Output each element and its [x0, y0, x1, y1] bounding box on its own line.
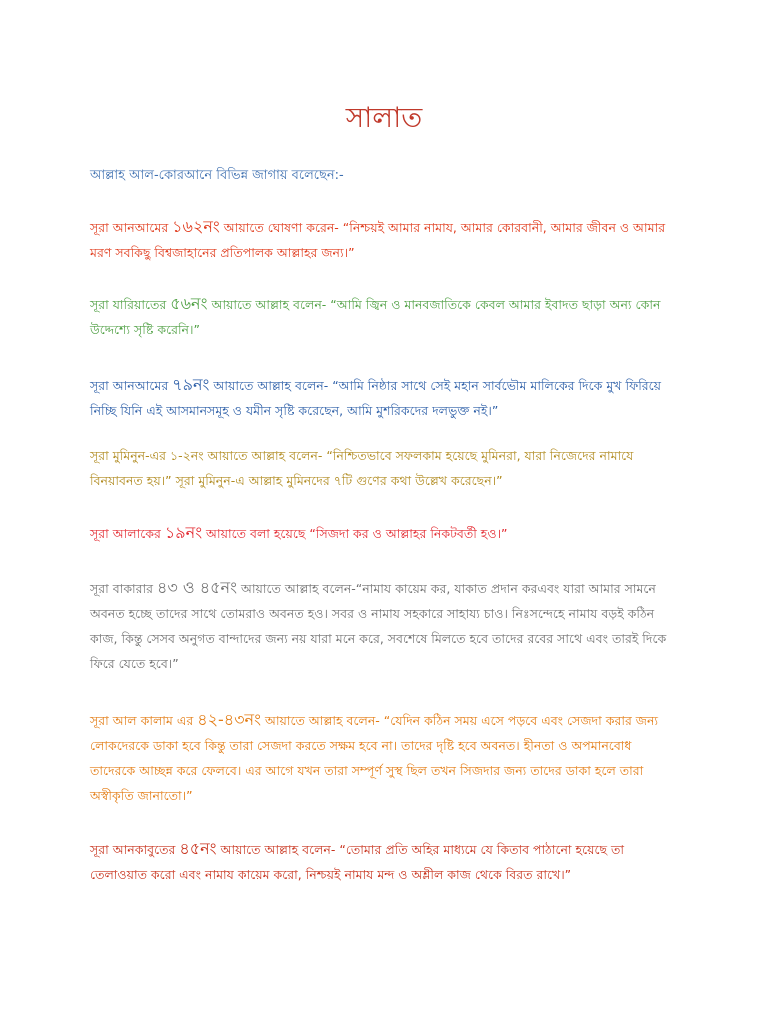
paragraph-prefix: সূরা আনআমের: [90, 220, 173, 235]
paragraph-surah-alaq-19: [90, 520, 678, 546]
paragraph-body: আয়াতে ঘোষণা করেন- “নিশ্চয়ই আমার নামায, আমার কোরবানী, আমার জীবন ও আমার মরণ সবকিছু বিশ্বজাহানের প্রতিপালক আল্লাহর জন্য।”: [90, 220, 666, 260]
paragraph-body: আয়াতে বলা হয়েছে “সিজদা কর ও আল্লাহর নিকটবর্তী হও।”: [202, 526, 508, 541]
paragraph-prefix: সূরা যারিয়াতের: [90, 297, 171, 312]
paragraph-body: আয়াতে আল্লাহ বলেন-“নামায কায়েম কর, যাকাত প্রদান করএবং যারা আমার সামনে অবনত হচ্ছে তাদের সাথে তোমরাও অবনত হও। সবর ও নামায সহকারে সাহায্য চাও। নিঃসন্দেহে নামায বড়ই কঠিন কাজ, কিন্তু সেসব অনুগত বান্দাদের জন্য নয় যারা মনে করে, সবশেষে মিলতে হবে তাদের রবের সাথে এবং তারই দিকে ফিরে যেতে হবে।”: [90, 581, 667, 671]
paragraph-prefix: সূরা আল কালাম এর: [90, 713, 198, 728]
paragraph-prefix: সূরা বাকারার: [90, 581, 158, 596]
ayah-reference: ৪৫নং: [179, 839, 217, 858]
ayah-reference: ৪৩ ও ৪৫নং: [157, 578, 237, 597]
ayah-reference: ৫৬নং: [170, 294, 208, 313]
page-title: সালাত: [345, 101, 423, 134]
ayah-reference: ১৯নং: [164, 523, 203, 542]
paragraph-surah-zariyat-56: [90, 291, 678, 342]
paragraph-surah-anam-162: [90, 214, 678, 265]
paragraph-body: আয়াতে আল্লাহ বলেন- “যেদিন কঠিন সময় এসে পড়বে এবং সেজদা করার জন্য লোকদেরকে ডাকা হবে কিন্তু তারা সেজদা করতে সক্ষম হবে না। তাদের দৃষ্টি হবে অবনত। হীনতা ও অপমানবোধ তাদেরকে আচ্ছন্ন করে ফেলবে। এর আগে যখন তারা সম্পূর্ণ সুস্থ ছিল তখন সিজদার জন্য তাদের ডাকা হলে তারা অস্বীকৃতি জানাতো।”: [90, 713, 659, 803]
paragraph-prefix: সূরা আনআমের: [90, 378, 173, 393]
paragraph-body: আয়াতে আল্লাহ বলেন- “আমি নিষ্ঠার সাথে সেই মহান সার্বভৌম মালিকের দিকে মুখ ফিরিয়ে নিচ্ছি যিনি এই আসমানসমূহ ও যমীন সৃষ্টি করেছেন, আমি মুশরিকদের দলভুক্ত নই।”: [90, 378, 662, 418]
paragraph-body: আয়াতে আল্লাহ বলেন- “আমি জ্বিন ও মানবজাতিকে কেবল আমার ইবাদত ছাড়া অন্য কোন উদ্দেশ্যে সৃষ্টি করেনি।”: [90, 297, 661, 337]
intro-text: আল্লাহ আল-কোরআনে বিভিন্ন জাগায় বলেছেন:-: [90, 168, 344, 183]
paragraph-surah-baqarah-43-45: [90, 575, 678, 676]
paragraph-body: আয়াতে আল্লাহ বলেন- “তোমার প্রতি অহির মাধ্যমে যে কিতাব পাঠানো হয়েছে তা তেলাওয়াত করো এবং নামায কায়েম করো, নিশ্চয়ই নামায মন্দ ও অশ্লীল কাজ থেকে বিরত রাখে।”: [90, 842, 625, 882]
paragraph-surah-anam-79: [90, 372, 678, 423]
ayah-reference: ১৬২নং: [172, 217, 220, 236]
paragraph-surah-muminun: [90, 443, 678, 493]
paragraph-prefix: সূরা আলাকের: [90, 526, 165, 541]
paragraph-body: সূরা মুমিনুন-এর ১-২নং আয়াতে আল্লাহ বলেন- “নিশ্চিতভাবে সফলকাম হয়েছে মুমিনরা, যারা নিজেদের নামাযে বিনয়াবনত হয়।” সূরা মুমিনুন-এ আল্লাহ মুমিনদের ৭টি গুণের কথা উল্লেখ করেছেন।”: [90, 448, 634, 488]
ayah-reference: ৭৯নং: [172, 375, 210, 394]
ayah-reference: ৪২-৪৩নং: [197, 710, 261, 729]
paragraph-surah-ankabut-45: [90, 836, 678, 887]
paragraph-prefix: সূরা আনকাবুতের: [90, 842, 180, 857]
paragraph-surah-qalam-42-43: [90, 707, 678, 808]
